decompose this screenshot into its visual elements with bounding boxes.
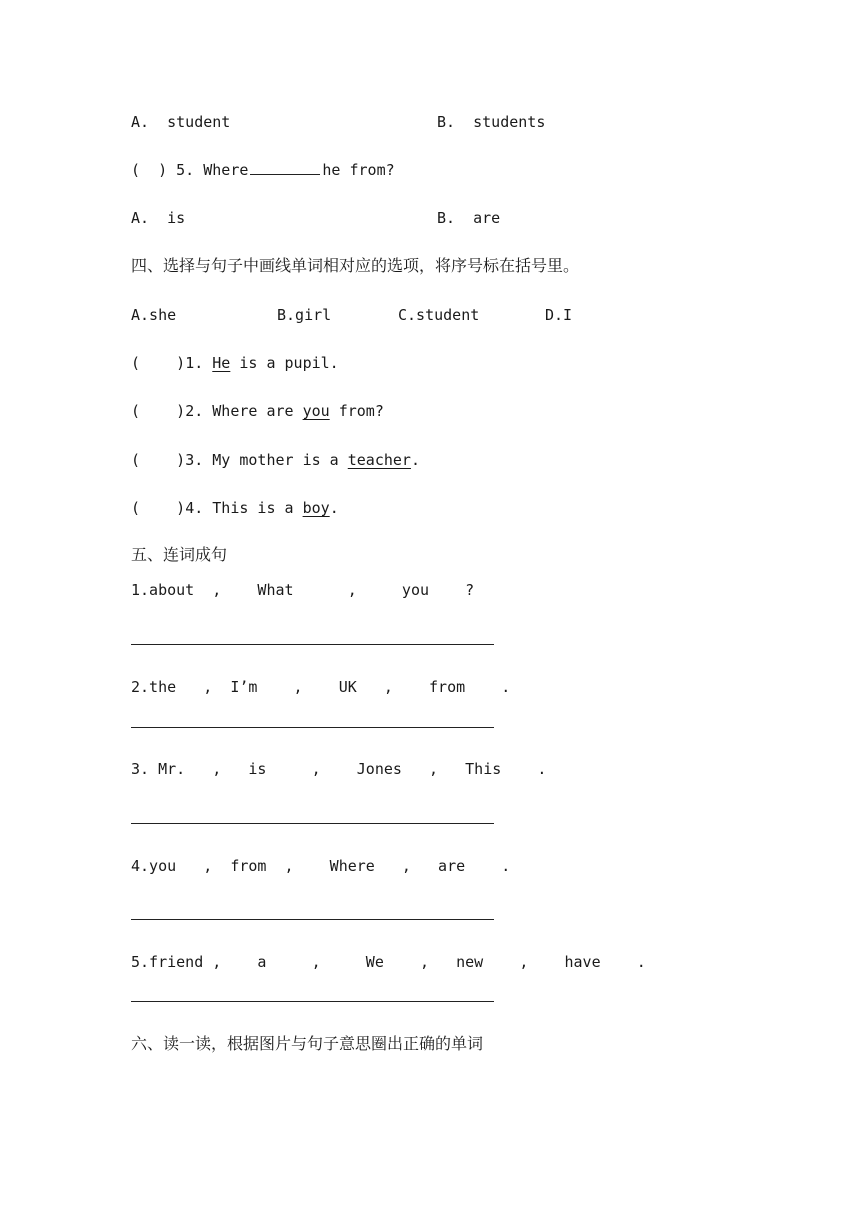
item-text-pre: Where are	[212, 402, 303, 420]
section6-heading: 六、读一读，根据图片与句子意思圈出正确的单词	[131, 1034, 484, 1053]
item-number: 3.	[185, 451, 204, 469]
section5-item-1: 1.about , What , you ?	[131, 581, 475, 599]
answer-line-5[interactable]	[131, 1001, 494, 1002]
item-text-pre: My mother is a	[212, 451, 348, 469]
question-text-end: he from?	[322, 161, 395, 179]
item-number: 4.	[185, 499, 204, 517]
section5-heading: 五、连词成句	[131, 545, 228, 564]
section4-option-d: D.I	[545, 306, 573, 324]
section4-option-c: C.student	[398, 306, 480, 324]
underlined-word: you	[302, 402, 330, 420]
section5-item-3: 3. Mr. , is , Jones , This .	[131, 760, 547, 778]
answer-paren[interactable]: ( )	[131, 499, 186, 517]
section4-item-1	[131, 353, 339, 373]
section4-option-b: B.girl	[277, 306, 332, 324]
q4-option-a: A. student	[131, 113, 231, 131]
answer-paren[interactable]: ( )	[131, 402, 186, 420]
underlined-word: He	[212, 354, 231, 372]
item-number: 1.	[185, 354, 204, 372]
section4-option-a: A.she	[131, 306, 177, 324]
fill-blank[interactable]	[250, 160, 320, 175]
section4-item-3	[131, 450, 420, 470]
item-number: 2.	[185, 402, 204, 420]
section5-item-5: 5.friend , a , We , new , have .	[131, 953, 646, 971]
answer-line-2[interactable]	[131, 727, 494, 728]
answer-paren[interactable]: ( )	[131, 161, 168, 179]
answer-paren[interactable]: ( )	[131, 354, 186, 372]
q5-option-b: B. are	[437, 209, 501, 227]
question-text: Where	[203, 161, 249, 179]
question-number: 5.	[176, 161, 195, 179]
section4-item-4	[131, 498, 339, 518]
section4-item-2	[131, 401, 384, 421]
answer-line-4[interactable]	[131, 919, 494, 920]
underlined-word: teacher	[347, 451, 411, 469]
section5-item-4: 4.you , from , Where , are .	[131, 857, 511, 875]
section5-item-2: 2.the , I’m , UK , from .	[131, 678, 511, 696]
item-text-post: .	[329, 499, 339, 517]
answer-paren[interactable]: ( )	[131, 451, 186, 469]
q4-option-b: B. students	[437, 113, 546, 131]
answer-line-1[interactable]	[131, 644, 494, 645]
item-text-post: from?	[329, 402, 384, 420]
item-text-post: is a pupil.	[230, 354, 339, 372]
item-text-post: .	[410, 451, 420, 469]
underlined-word: boy	[302, 499, 330, 517]
item-text-pre: This is a	[212, 499, 303, 517]
q5-option-a: A. is	[131, 209, 186, 227]
section4-heading: 四、选择与句子中画线单词相对应的选项，将序号标在括号里。	[131, 256, 580, 275]
answer-line-3[interactable]	[131, 823, 494, 824]
q5-question	[131, 160, 395, 180]
